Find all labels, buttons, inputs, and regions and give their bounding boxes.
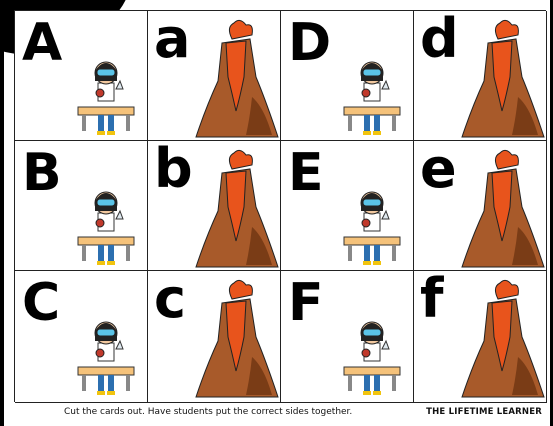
scientist-icon (70, 309, 140, 397)
card-letter: F (288, 273, 324, 333)
card-letter: a (154, 11, 191, 70)
card-lowercase (148, 271, 281, 403)
card-letter: D (288, 13, 332, 73)
card-uppercase (15, 141, 148, 271)
card-letter: C (22, 273, 61, 333)
card-letter: d (420, 11, 459, 70)
card-letter: A (22, 13, 63, 73)
scientist-icon (336, 179, 406, 267)
card-lowercase (148, 11, 281, 141)
card-uppercase (281, 271, 414, 403)
volcano-icon (192, 147, 280, 269)
scientist-icon (70, 179, 140, 267)
scientist-icon (70, 49, 140, 137)
card-uppercase (281, 141, 414, 271)
volcano-icon (458, 277, 546, 399)
card-letter: e (420, 141, 457, 200)
card-letter: E (288, 143, 324, 203)
scientist-icon (336, 309, 406, 397)
card-uppercase (15, 11, 148, 141)
card-letter: c (154, 271, 187, 330)
card-uppercase (281, 11, 414, 141)
card-lowercase (414, 271, 547, 403)
volcano-icon (192, 17, 280, 139)
instruction-text: Cut the cards out. Have students put the correct sides together. (64, 407, 353, 417)
volcano-icon (192, 277, 280, 399)
card-letter: f (420, 271, 444, 330)
volcano-icon (458, 147, 546, 269)
card-letter: b (154, 141, 193, 200)
card-lowercase (414, 11, 547, 141)
volcano-icon (458, 17, 546, 139)
card-grid (14, 10, 546, 402)
brand-label: THE LIFETIME LEARNER (426, 407, 542, 417)
card-letter: B (22, 143, 62, 203)
card-lowercase (148, 141, 281, 271)
worksheet-page (4, 0, 550, 426)
card-lowercase (414, 141, 547, 271)
card-uppercase (15, 271, 148, 403)
scientist-icon (336, 49, 406, 137)
